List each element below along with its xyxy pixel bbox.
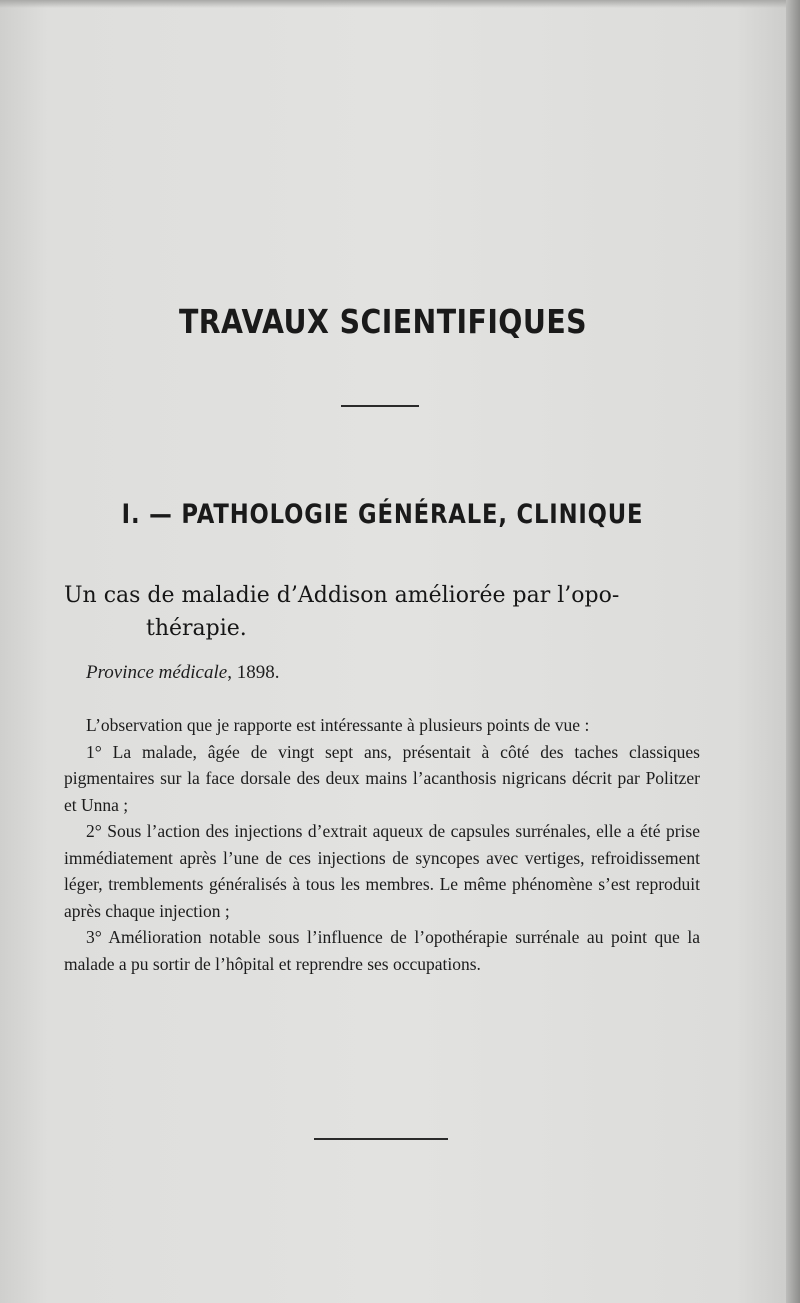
source-year: , 1898. bbox=[227, 662, 280, 683]
paragraph-point-1: 1° La malade, âgée de vingt sept ans, présentait à côté des taches classiques pigmentaires sur la face dorsale des deux mains l’acanthosis nigricans décrit par Politzer et Unna ; bbox=[64, 741, 700, 815]
section-title: I. — PATHOLOGIE GÉNÉRALE, CLINIQUE bbox=[121, 499, 644, 530]
end-divider bbox=[314, 1138, 448, 1140]
main-title: TRAVAUX SCIENTIFIQUES bbox=[178, 302, 588, 341]
paragraph-point-3: 3° Amélioration notable sous l’influence de l’opothérapie surrénale au point que la malade a pu sortir de l’hôpital et reprendre ses occupations. bbox=[64, 927, 700, 974]
article-title bbox=[64, 579, 724, 645]
article-body bbox=[64, 712, 700, 977]
article-title-line-1: Un cas de maladie d’Addison améliorée par l’opo- bbox=[64, 583, 620, 608]
source-publication: Province médicale bbox=[86, 662, 228, 683]
article-title-line-2: thérapie. bbox=[146, 616, 247, 641]
page-right-edge-shadow bbox=[786, 0, 800, 1303]
paragraph-intro: L’observation que je rapporte est intéressante à plusieurs points de vue : bbox=[86, 715, 590, 735]
page-top-shadow bbox=[0, 0, 800, 8]
paragraph-point-2: 2° Sous l’action des injections d’extrait aqueux de capsules surrénales, elle a été prise immédiatement après l’une de ces injections de syncopes avec vertiges, refroidissement léger, tremblements généralisés à tous les membres. Le même phénomène s’est reproduit après chaque injection ; bbox=[64, 821, 700, 921]
title-divider bbox=[341, 405, 419, 407]
article-source bbox=[86, 662, 279, 684]
